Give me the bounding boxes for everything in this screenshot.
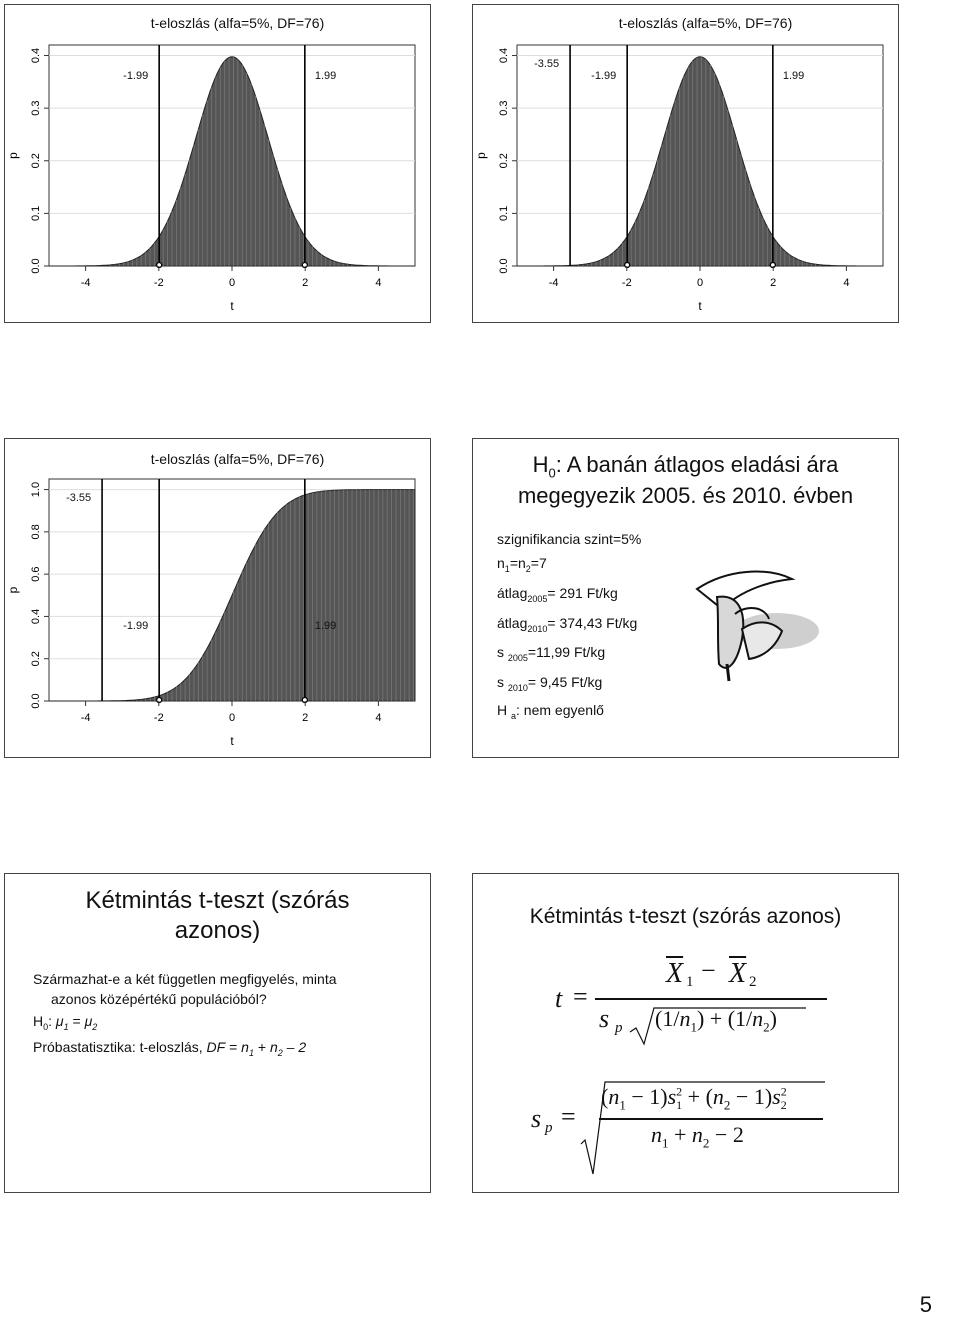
t-density-chart <box>5 5 432 324</box>
x-axis-label: t <box>698 299 702 313</box>
y-tick-label: 0.4 <box>30 608 42 625</box>
alternative-hypothesis: H $_a$: nem egyenlő <box>497 702 604 721</box>
density-plot-panel-1 <box>4 4 431 323</box>
chart-title: t-eloszlás (alfa=5%, DF=76) <box>150 15 325 31</box>
page-number: 5 <box>919 1292 932 1317</box>
fraction-bar <box>599 1118 823 1120</box>
significance-level: szignifikancia szint=5% <box>497 531 642 547</box>
critical-label: 1.99 <box>314 70 337 82</box>
y-tick-label: 0.2 <box>30 651 42 667</box>
y-tick-label: 0.4 <box>30 47 42 64</box>
y-tick-label: 0.0 <box>30 693 42 709</box>
critical-label: -1.99 <box>591 70 617 82</box>
y-tick-label: 0.3 <box>30 100 42 116</box>
hypothesis-slide <box>472 438 899 758</box>
x-tick-label: 2 <box>770 277 777 289</box>
x-axis-label: t <box>230 299 234 313</box>
x-tick-label: 4 <box>843 277 850 289</box>
slide-title: Kétmintás t-teszt (szórás azonos) <box>529 905 842 928</box>
critical-label: -1.99 <box>123 70 149 82</box>
formula-slide <box>472 873 899 1193</box>
null-hypothesis: $H_0$: $\mu_1 = \mu_2$ <box>33 1013 98 1032</box>
cdf-plot-panel <box>4 438 431 758</box>
y-tick-label: 0.3 <box>498 100 510 116</box>
y-tick-label: 0.8 <box>30 524 42 540</box>
y-tick-label: 1.0 <box>30 481 42 498</box>
y-tick-label: 0.4 <box>498 47 510 64</box>
density-plot-panel-2 <box>472 4 899 323</box>
y-tick-label: 0.2 <box>498 153 510 169</box>
x-tick-label: -4 <box>80 712 91 724</box>
question-line-2: azonos középértékű populációból? <box>51 991 267 1007</box>
slide-title: $H_0$: A banán átlagos eladási ára megegyezik 2005. és 2010. évben <box>517 452 854 508</box>
sd-2010: s $_{2010}$= 9,45 Ft/kg <box>497 674 603 693</box>
slide-title: Kétmintás t-teszt (szórás azonos) <box>85 887 350 944</box>
critical-label: 1.99 <box>782 70 805 82</box>
x-tick-label: 4 <box>375 712 382 724</box>
x-tick-label: -2 <box>621 277 632 289</box>
x-tick-label: 2 <box>302 712 309 724</box>
y-axis-label: p <box>6 152 20 159</box>
y-tick-label: 0.1 <box>30 205 42 222</box>
y-tick-label: 0.2 <box>30 153 42 169</box>
t-statistic-formula: t = $\overline{X}$ 1 − $\overline{X}$ 2 s p $(1/n_1) + (1/n_2)$ <box>473 874 900 1074</box>
x-tick-label: -2 <box>153 712 164 724</box>
question-line-1: Származhat-e a két független megfigyelés, minta <box>33 971 337 987</box>
x-tick-label: 0 <box>696 277 704 289</box>
question-list <box>33 969 337 1063</box>
x-axis-label: t <box>230 734 234 748</box>
pooled-sd-formula: s p = $(n_1 - 1)s^2_1 + (n_2 - 1)s^2_2$ $n_1 + n_2 - 2$ <box>473 874 900 1194</box>
mean-2010: átlag$_{2010}$= 374,43 Ft/kg <box>497 614 638 634</box>
x-tick-label: 0 <box>228 712 236 724</box>
sd-2005: s $_{2005}$=11,99 Ft/kg <box>497 644 606 664</box>
t-cdf-chart <box>5 439 432 759</box>
y-axis-label: p <box>474 152 488 159</box>
x-tick-label: 2 <box>302 277 309 289</box>
x-tick-label: -2 <box>153 277 164 289</box>
critical-label: -1.99 <box>123 620 149 632</box>
x-tick-label: 0 <box>228 277 236 289</box>
given-values <box>497 527 641 700</box>
y-tick-label: 0.0 <box>30 258 42 274</box>
banana-clipart-icon <box>687 569 827 689</box>
y-tick-label: 0.0 <box>498 258 510 274</box>
y-tick-label: 0.6 <box>30 566 42 582</box>
y-tick-label: 0.1 <box>498 205 510 222</box>
critical-label: -3.55 <box>534 58 560 70</box>
test-question-slide <box>4 873 431 1193</box>
sample-sizes: $n_1=n_2=7$ <box>497 555 547 574</box>
chart-title: t-eloszlás (alfa=5%, DF=76) <box>618 15 793 31</box>
x-tick-label: 4 <box>375 277 382 289</box>
t-density-chart <box>473 5 900 324</box>
critical-label: 1.99 <box>314 620 337 632</box>
mean-2005: átlag$_{2005}$= 291 Ft/kg <box>497 584 618 604</box>
y-axis-label: p <box>6 586 20 594</box>
critical-label: -3.55 <box>66 492 92 504</box>
test-statistic: Próbastatisztika: t-eloszlás, DF = $n_1 + n_2 - 2$ <box>33 1038 307 1058</box>
chart-title: t-eloszlás (alfa=5%, DF=76) <box>150 451 325 467</box>
x-tick-label: -4 <box>80 277 91 289</box>
x-tick-label: -4 <box>548 277 559 289</box>
